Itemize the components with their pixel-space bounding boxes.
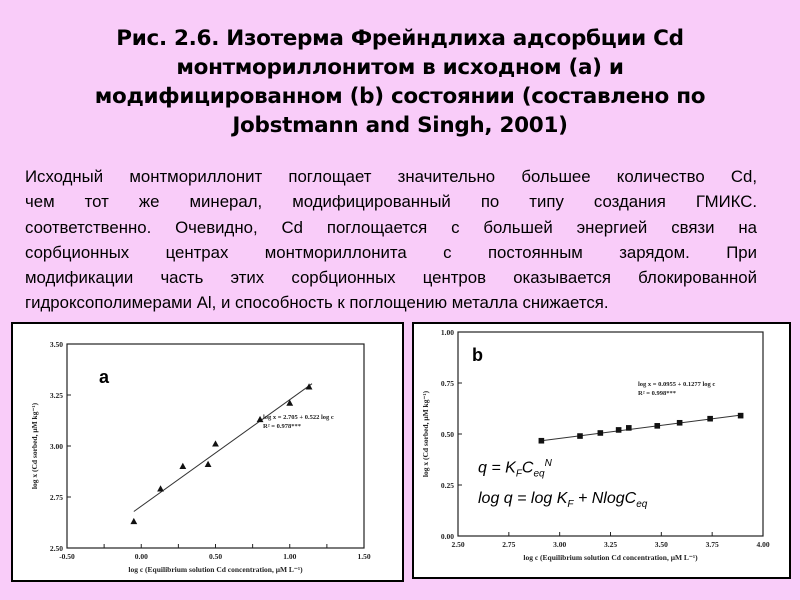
x-tick-label: 0.00 (134, 552, 148, 561)
fit-equation-label: R² = 0.978*** (263, 423, 301, 430)
paragraph-line: гидроксополимерами Al, и способность к поглощению металла снижается. (25, 293, 609, 313)
title-line: модифицированном (b) состоянии (составлено по (94, 84, 706, 109)
chart-b-svg (414, 324, 789, 577)
x-tick-label: 2.50 (451, 540, 465, 549)
y-tick-label: 3.50 (49, 340, 63, 349)
x-tick-label: -0.50 (59, 552, 75, 561)
data-point (286, 400, 293, 406)
data-point (179, 463, 186, 469)
regression-line (134, 384, 312, 512)
paragraph-line: Исходный монтмориллонит поглощает значительно большее количество Cd, (25, 167, 757, 186)
x-tick-label: 3.25 (603, 540, 618, 549)
data-point (707, 416, 713, 422)
y-tick-label: 0.50 (440, 430, 454, 439)
description-paragraph (25, 164, 757, 316)
data-point (539, 438, 545, 444)
x-tick-label: 3.75 (705, 540, 719, 549)
data-point (654, 423, 660, 429)
x-tick-label: 4.00 (756, 540, 770, 549)
panel-label: a (99, 367, 110, 387)
freundlich-log-formula: $\log q = \log K_F + NlogC_{eq}$ (478, 490, 648, 511)
fit-equation-label: log x = 2.705 + 0.522 log c (263, 414, 334, 421)
y-axis-label: log x (Cd sorbed, μM kg⁻¹) (421, 390, 430, 478)
x-tick-label: 1.50 (357, 552, 371, 561)
data-point (577, 433, 583, 439)
data-point (616, 427, 622, 433)
x-axis-label: log c (Equilibrium solution Cd concentration, μM L⁻¹) (128, 565, 303, 574)
y-tick-label: 2.75 (49, 493, 63, 502)
y-tick-label: 0.25 (440, 481, 454, 490)
title-line: Рис. 2.6. Изотерма Фрейндлиха адсорбции Cd (116, 26, 684, 51)
data-point (205, 461, 212, 467)
paragraph-line: модификации часть этих сорбционных центров оказывается блокированной (25, 268, 757, 288)
paragraph-line: соответственно. Очевидно, Cd поглощается с большей энергией связи на (25, 217, 757, 237)
y-axis-label: log x (Cd sorbed, μM kg⁻¹) (30, 402, 39, 490)
title-line: Jobstmann and Singh, 2001) (232, 113, 568, 138)
y-tick-label: 3.25 (49, 391, 63, 400)
data-point (598, 430, 604, 436)
data-point (130, 518, 137, 524)
data-point (157, 485, 164, 491)
data-point (626, 425, 632, 431)
title-line: монтмориллонитом в исходном (a) и (176, 55, 624, 80)
y-tick-label: 0.00 (440, 532, 454, 541)
x-tick-label: 1.00 (283, 552, 297, 561)
data-point (738, 413, 744, 419)
paragraph-line: сорбционных центрах монтмориллонита с постоянным зарядом. При (25, 242, 757, 262)
y-tick-label: 0.75 (440, 379, 454, 388)
y-tick-label: 2.50 (49, 544, 63, 553)
fit-equation-label: log x = 0.0955 + 0.1277 log c (638, 381, 716, 388)
freundlich-formula: $q = K_FC_{eq}^N$ (478, 458, 552, 480)
chart-panel-b (412, 322, 791, 579)
fit-equation-label: R² = 0.998*** (638, 390, 676, 397)
slide-title (40, 24, 760, 140)
paragraph-line: чем тот же минерал, модифицированный по типу создания ГМИКС. (25, 192, 757, 212)
data-point (212, 440, 219, 446)
chart-panel-a (11, 322, 404, 582)
x-axis-label: log c (Equilibrium solution Cd concentration, μM L⁻¹) (523, 553, 698, 562)
y-tick-label: 1.00 (440, 328, 454, 337)
x-tick-label: 0.50 (208, 552, 223, 561)
x-tick-label: 3.00 (553, 540, 567, 549)
panel-label: b (472, 345, 483, 365)
x-tick-label: 3.50 (654, 540, 668, 549)
x-tick-label: 2.75 (502, 540, 516, 549)
data-point (677, 420, 683, 426)
y-tick-label: 3.00 (49, 442, 63, 451)
chart-a-svg (13, 324, 402, 580)
